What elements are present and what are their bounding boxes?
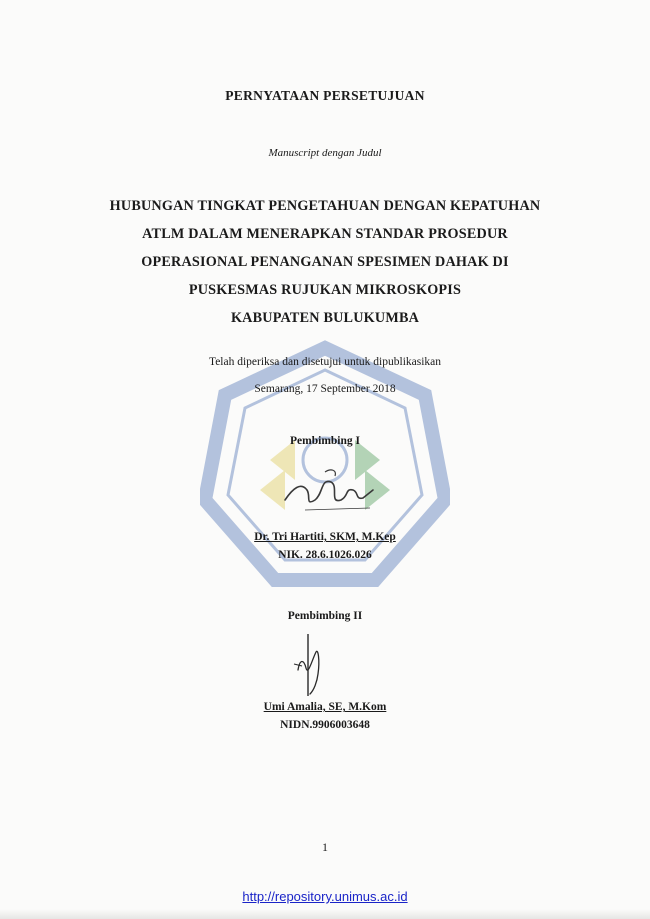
supervisor-1-signature — [275, 460, 385, 520]
scan-edge — [0, 909, 650, 919]
supervisor-1-label: Pembimbing I — [290, 435, 360, 447]
supervisor-2-id: NIDN.9906003648 — [280, 719, 370, 731]
title-line-1: HUBUNGAN TINGKAT PENGETAHUAN DENGAN KEPATUHAN — [109, 198, 541, 214]
page-number: 1 — [322, 840, 328, 854]
supervisor-1-name-text: Dr. Tri Hartiti, SKM, M.Kep — [254, 531, 396, 543]
supervisor-2-name — [0, 701, 650, 713]
title-line-2: ATLM DALAM MENERAPKAN STANDAR PROSEDUR — [142, 226, 508, 242]
supervisor-1-id: NIK. 28.6.1026.026 — [278, 549, 372, 561]
place-date: Semarang, 17 September 2018 — [254, 383, 396, 395]
supervisor-2-label: Pembimbing II — [287, 610, 363, 622]
supervisor-2-name-text: Umi Amalia, SE, M.Kom — [263, 701, 387, 713]
page-heading: PERNYATAAN PERSETUJUAN — [225, 88, 425, 103]
approval-statement: Telah diperiksa dan disetujui untuk dipublikasikan — [208, 356, 442, 368]
repository-link[interactable]: http://repository.unimus.ac.id — [242, 889, 408, 904]
title-line-5: KABUPATEN BULUKUMBA — [230, 310, 420, 326]
repository-footer — [0, 889, 650, 904]
manuscript-subheading: Manuscript dengan Judul — [268, 147, 382, 159]
title-line-4: PUSKESMAS RUJUKAN MIKROSKOPIS — [188, 282, 462, 298]
supervisor-2-signature — [290, 630, 330, 700]
title-line-3: OPERASIONAL PENANGANAN SPESIMEN DAHAK DI — [141, 254, 509, 270]
supervisor-1-name — [0, 531, 650, 543]
